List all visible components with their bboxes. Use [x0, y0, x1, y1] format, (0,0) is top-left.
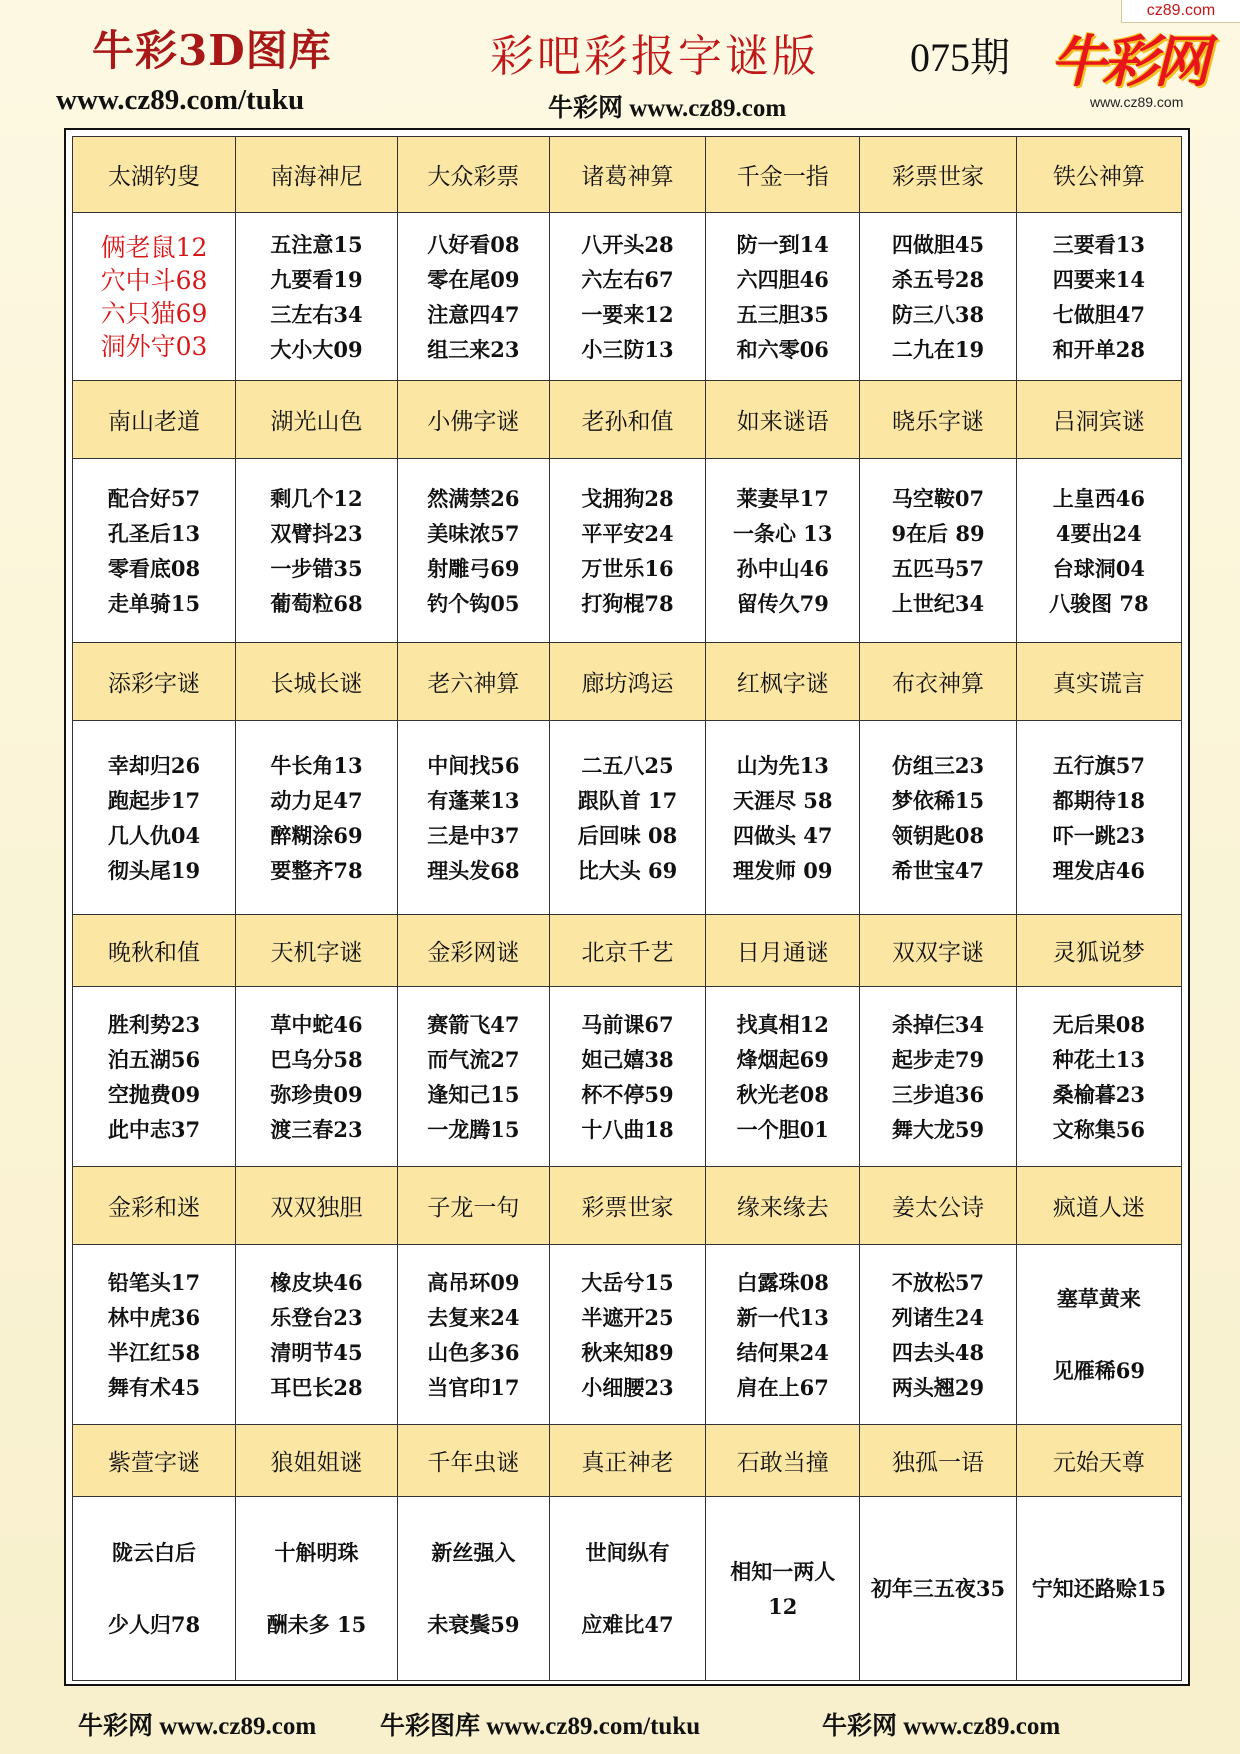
- puzzle-line: 耳巴长28: [270, 1374, 363, 1400]
- puzzle-cell: [1016, 1497, 1181, 1681]
- puzzle-line: 烽烟起69: [736, 1046, 829, 1072]
- column-header: 缘来缘去: [706, 1167, 860, 1245]
- puzzle-line: 防三八38: [891, 301, 985, 327]
- column-header: 长城长谜: [236, 643, 398, 721]
- puzzle-line: 平平安24: [581, 520, 674, 546]
- puzzle-line: 六四胆46: [736, 266, 829, 292]
- puzzle-cell: [1016, 721, 1181, 915]
- puzzle-line: 泊五湖56: [107, 1046, 201, 1072]
- puzzle-line: 胜利势23: [107, 1011, 201, 1037]
- puzzle-line: 洞外守03: [100, 331, 208, 361]
- puzzle-cell: [73, 459, 236, 643]
- puzzle-line: 理发师 09: [733, 857, 833, 883]
- puzzle-cell: [236, 721, 398, 915]
- puzzle-cell: [73, 721, 236, 915]
- puzzle-line: 应难比47: [581, 1611, 674, 1637]
- puzzle-line: 比大头 69: [577, 857, 678, 883]
- puzzle-line: 大岳兮15: [581, 1269, 674, 1295]
- puzzle-line: 上皇西46: [1052, 485, 1145, 511]
- content-row: [73, 459, 1182, 643]
- column-header: 子龙一句: [397, 1167, 549, 1245]
- puzzle-line: 橡皮块46: [270, 1269, 363, 1295]
- puzzle-line: 理头发68: [427, 857, 520, 883]
- header-row: [73, 915, 1182, 987]
- column-header: 千金一指: [706, 137, 860, 213]
- puzzle-line: 妲己嬉38: [581, 1046, 674, 1072]
- puzzle-line: 秋光老08: [736, 1081, 829, 1107]
- column-header: 晚秋和值: [73, 915, 236, 987]
- column-header: 大众彩票: [397, 137, 549, 213]
- puzzle-line: 五三胆35: [736, 301, 829, 327]
- column-header: 铁公神算: [1016, 137, 1181, 213]
- puzzle-line: 三要看13: [1052, 231, 1145, 257]
- brand-title: 牛彩3D图库: [92, 26, 332, 75]
- column-header: 北京千艺: [549, 915, 705, 987]
- puzzle-table: [72, 136, 1182, 1681]
- header-row: [73, 381, 1182, 459]
- puzzle-line: 世间纵有: [585, 1539, 670, 1565]
- content-row: [73, 987, 1182, 1167]
- puzzle-line: 一龙腾15: [427, 1116, 520, 1142]
- puzzle-line: 十斛明珠: [274, 1539, 359, 1565]
- puzzle-cell: [73, 1245, 236, 1425]
- puzzle-cell: [706, 721, 860, 915]
- puzzle-line: 钓个钩05: [427, 590, 520, 616]
- puzzle-line: 仿组三23: [891, 752, 985, 778]
- puzzle-cell: [860, 1245, 1016, 1425]
- puzzle-cell: [549, 721, 705, 915]
- puzzle-line: 山为先13: [736, 752, 829, 778]
- column-header: 红枫字谜: [706, 643, 860, 721]
- puzzle-cell: [549, 459, 705, 643]
- puzzle-line: 台球洞04: [1052, 555, 1145, 581]
- puzzle-line: 杀掉仨34: [891, 1011, 985, 1037]
- puzzle-line: 不放松57: [891, 1269, 985, 1295]
- column-header: 老六神算: [397, 643, 549, 721]
- puzzle-cell: [397, 213, 549, 381]
- column-header: 湖光山色: [236, 381, 398, 459]
- puzzle-line: 四要来14: [1052, 266, 1145, 292]
- puzzle-cell: [397, 987, 549, 1167]
- header-row: [73, 137, 1182, 213]
- puzzle-cell: [1016, 1245, 1181, 1425]
- puzzle-cell: [706, 1497, 860, 1681]
- puzzle-line: 配合好57: [107, 485, 201, 511]
- column-header: 南山老道: [73, 381, 236, 459]
- footer-link-right[interactable]: 牛彩网 www.cz89.com: [822, 1713, 1061, 1740]
- puzzle-line: 中间找56: [427, 752, 520, 778]
- puzzle-cell: [860, 459, 1016, 643]
- puzzle-line: 高吊环09: [427, 1269, 520, 1295]
- puzzle-line: 弥珍贵09: [270, 1081, 363, 1107]
- puzzle-line: 空抛费09: [107, 1081, 201, 1107]
- puzzle-cell: [236, 987, 398, 1167]
- puzzle-cell: [73, 987, 236, 1167]
- column-header: 狼姐姐谜: [236, 1425, 398, 1497]
- puzzle-cell: [397, 459, 549, 643]
- puzzle-line: 一个胆01: [736, 1116, 829, 1142]
- puzzle-cell: [860, 1497, 1016, 1681]
- puzzle-line: 后回味 08: [577, 822, 678, 848]
- column-header: 添彩字谜: [73, 643, 236, 721]
- puzzle-cell: [73, 213, 236, 381]
- puzzle-line: 12: [768, 1593, 798, 1619]
- puzzle-cell: [1016, 459, 1181, 643]
- column-header: 诸葛神算: [549, 137, 705, 213]
- puzzle-line: 渡三春23: [270, 1116, 363, 1142]
- column-header: 彩票世家: [549, 1167, 705, 1245]
- puzzle-cell: [397, 721, 549, 915]
- puzzle-line: 马空鞍07: [891, 485, 985, 511]
- puzzle-table-frame: [64, 128, 1190, 1686]
- puzzle-line: 吓一跳23: [1052, 822, 1145, 848]
- puzzle-line: 九要看19: [270, 266, 363, 292]
- puzzle-line: 彻头尾19: [107, 857, 201, 883]
- site-url[interactable]: 牛彩网 www.cz89.com: [548, 95, 787, 122]
- puzzle-cell: [860, 213, 1016, 381]
- column-header: 真实谎言: [1016, 643, 1181, 721]
- puzzle-line: 赛箭飞47: [427, 1011, 520, 1037]
- puzzle-line: 三是中37: [427, 822, 520, 848]
- puzzle-line: 零在尾09: [427, 266, 520, 292]
- puzzle-line: 两头翘29: [891, 1374, 985, 1400]
- puzzle-line: 三左右34: [270, 301, 363, 327]
- puzzle-line: 文称集56: [1052, 1116, 1145, 1142]
- column-header: 吕洞宾谜: [1016, 381, 1181, 459]
- puzzle-line: 酬未多 15: [266, 1611, 367, 1637]
- puzzle-line: 乐登台23: [270, 1304, 363, 1330]
- puzzle-line: 杀五号28: [891, 266, 985, 292]
- puzzle-line: 4要出24: [1055, 520, 1142, 546]
- puzzle-line: 都期待18: [1052, 787, 1145, 813]
- column-header: 布衣神算: [860, 643, 1016, 721]
- puzzle-line: 少人归78: [107, 1611, 201, 1637]
- puzzle-line: 牛长角13: [270, 752, 363, 778]
- puzzle-line: 戈拥狗28: [581, 485, 674, 511]
- content-row: [73, 213, 1182, 381]
- puzzle-line: 舞大龙59: [891, 1116, 985, 1142]
- puzzle-line: 和开单28: [1052, 336, 1145, 362]
- column-header: 晓乐字谜: [860, 381, 1016, 459]
- puzzle-line: 塞草黄来: [1056, 1285, 1141, 1311]
- footer-link-center[interactable]: 牛彩图库 www.cz89.com/tuku: [380, 1713, 701, 1740]
- puzzle-line: 此中志37: [107, 1116, 201, 1142]
- puzzle-line: 半江红58: [107, 1339, 201, 1365]
- puzzle-line: 注意四47: [427, 301, 520, 327]
- column-header: 疯道人迷: [1016, 1167, 1181, 1245]
- puzzle-cell: [706, 987, 860, 1167]
- puzzle-line: 五行旗57: [1052, 752, 1145, 778]
- puzzle-line: 当官印17: [427, 1374, 520, 1400]
- puzzle-cell: [860, 987, 1016, 1167]
- puzzle-line: 五注意15: [270, 231, 363, 257]
- puzzle-line: 四去头48: [891, 1339, 985, 1365]
- column-header: 小佛字谜: [397, 381, 549, 459]
- puzzle-line: 而气流27: [427, 1046, 520, 1072]
- puzzle-cell: [860, 721, 1016, 915]
- puzzle-line: 大小大09: [270, 336, 363, 362]
- puzzle-line: 动力足47: [270, 787, 363, 813]
- puzzle-line: 射雕弓69: [427, 555, 520, 581]
- header-row: [73, 1425, 1182, 1497]
- corner-url-text: cz89.com: [1146, 2, 1216, 19]
- puzzle-line: 清明节45: [270, 1339, 363, 1365]
- issue-number: 075期: [910, 35, 1010, 80]
- footer: [0, 1706, 1240, 1746]
- puzzle-line: 幸却归26: [107, 752, 201, 778]
- puzzle-line: 组三来23: [427, 336, 520, 362]
- puzzle-line: 新一代13: [736, 1304, 829, 1330]
- puzzle-line: 四做头 47: [733, 822, 833, 848]
- puzzle-line: 然满禁26: [427, 485, 520, 511]
- puzzle-line: 要整齐78: [270, 857, 363, 883]
- column-header: 廊坊鸿运: [549, 643, 705, 721]
- logo-text: 牛彩网: [1050, 30, 1206, 95]
- puzzle-line: 马前课67: [581, 1011, 674, 1037]
- column-header: 彩票世家: [860, 137, 1016, 213]
- puzzle-line: 林中虎36: [107, 1304, 201, 1330]
- column-header: 金彩网谜: [397, 915, 549, 987]
- puzzle-line: 陇云白后: [112, 1539, 196, 1565]
- puzzle-line: 9在后 89: [891, 520, 985, 546]
- column-header: 南海神尼: [236, 137, 398, 213]
- puzzle-line: 舞有术45: [107, 1374, 201, 1400]
- column-header: 天机字谜: [236, 915, 398, 987]
- puzzle-line: 三步追36: [891, 1081, 985, 1107]
- site-logo[interactable]: [1050, 14, 1208, 114]
- column-header: 双双独胆: [236, 1167, 398, 1245]
- puzzle-line: 八开头28: [581, 231, 674, 257]
- puzzle-line: 莱妻早17: [736, 485, 829, 511]
- puzzle-line: 领钥匙08: [891, 822, 985, 848]
- puzzle-line: 未衰鬓59: [427, 1611, 520, 1637]
- puzzle-cell: [1016, 987, 1181, 1167]
- puzzle-line: 剩几个12: [270, 485, 363, 511]
- puzzle-line: 七做胆47: [1052, 301, 1145, 327]
- column-header: 老孙和值: [549, 381, 705, 459]
- puzzle-line: 打狗棍78: [581, 590, 674, 616]
- puzzle-line: 相知一两人: [730, 1558, 836, 1584]
- puzzle-cell: [706, 1245, 860, 1425]
- puzzle-cell: [549, 1245, 705, 1425]
- puzzle-line: 十八曲18: [581, 1116, 674, 1142]
- puzzle-line: 醉糊涂69: [270, 822, 363, 848]
- puzzle-line: 一步错35: [270, 555, 363, 581]
- puzzle-line: 见雁稀69: [1052, 1357, 1145, 1383]
- column-header: 灵狐说梦: [1016, 915, 1181, 987]
- puzzle-line: 种花土13: [1052, 1046, 1145, 1072]
- puzzle-line: 万世乐16: [581, 555, 674, 581]
- puzzle-line: 五匹马57: [891, 555, 985, 581]
- puzzle-line: 梦依稀15: [891, 787, 985, 813]
- puzzle-line: 结何果24: [736, 1339, 829, 1365]
- puzzle-line: 逢知己15: [427, 1081, 520, 1107]
- brand-url[interactable]: www.cz89.com/tuku: [56, 84, 305, 116]
- puzzle-line: 新丝强入: [431, 1539, 516, 1565]
- puzzle-line: 小细腰23: [581, 1374, 674, 1400]
- column-header: 独孤一语: [860, 1425, 1016, 1497]
- column-header: 元始天尊: [1016, 1425, 1181, 1497]
- puzzle-line: 走单骑15: [107, 590, 201, 616]
- puzzle-line: 无后果08: [1052, 1011, 1145, 1037]
- puzzle-line: 起步走79: [891, 1046, 985, 1072]
- puzzle-line: 美味浓57: [427, 520, 520, 546]
- puzzle-line: 零看底08: [107, 555, 201, 581]
- puzzle-line: 天涯尽 58: [733, 787, 833, 813]
- puzzle-line: 列诸生24: [891, 1304, 985, 1330]
- puzzle-cell: [236, 1245, 398, 1425]
- puzzle-line: 双臂抖23: [270, 520, 363, 546]
- puzzle-line: 孙中山46: [736, 555, 829, 581]
- puzzle-line: 六只猫69: [100, 298, 208, 328]
- column-header: 真正神老: [549, 1425, 705, 1497]
- content-row: [73, 1497, 1182, 1681]
- puzzle-line: 有蓬莱13: [427, 787, 520, 813]
- puzzle-line: 巴乌分58: [270, 1046, 363, 1072]
- header-row: [73, 1167, 1182, 1245]
- puzzle-line: 孔圣后13: [107, 520, 201, 546]
- puzzle-line: 希世宝47: [891, 857, 985, 883]
- puzzle-line: 几人仇04: [107, 822, 201, 848]
- puzzle-cell: [73, 1497, 236, 1681]
- column-header: 石敢当撞: [706, 1425, 860, 1497]
- puzzle-line: 秋来知89: [581, 1339, 674, 1365]
- column-header: 太湖钓叟: [73, 137, 236, 213]
- puzzle-line: 穴中斗68: [100, 265, 208, 295]
- puzzle-cell: [236, 213, 398, 381]
- header-row: [73, 643, 1182, 721]
- column-header: 紫萱字谜: [73, 1425, 236, 1497]
- column-header: 金彩和迷: [73, 1167, 236, 1245]
- puzzle-line: 杯不停59: [581, 1081, 674, 1107]
- puzzle-line: 去复来24: [427, 1304, 520, 1330]
- puzzle-line: 留传久79: [736, 590, 829, 616]
- puzzle-line: 桑榆暮23: [1052, 1081, 1145, 1107]
- puzzle-cell: [1016, 213, 1181, 381]
- content-row: [73, 721, 1182, 915]
- puzzle-line: 跑起步17: [107, 787, 201, 813]
- puzzle-cell: [549, 1497, 705, 1681]
- puzzle-line: 铅笔头17: [107, 1269, 201, 1295]
- puzzle-cell: [236, 459, 398, 643]
- puzzle-cell: [397, 1245, 549, 1425]
- puzzle-line: 一条心 13: [733, 520, 833, 546]
- puzzle-line: 小三防13: [581, 336, 674, 362]
- puzzle-line: 草中蛇46: [270, 1011, 363, 1037]
- puzzle-line: 半遮开25: [581, 1304, 674, 1330]
- footer-link-left[interactable]: 牛彩网 www.cz89.com: [78, 1713, 317, 1740]
- puzzle-line: 白露珠08: [736, 1269, 829, 1295]
- column-header: 千年虫谜: [397, 1425, 549, 1497]
- logo-url: www.cz89.com: [1090, 94, 1184, 110]
- puzzle-line: 八骏图 78: [1049, 590, 1149, 616]
- puzzle-cell: [397, 1497, 549, 1681]
- puzzle-line: 找真相12: [736, 1011, 829, 1037]
- puzzle-line: 葡萄粒68: [270, 590, 363, 616]
- puzzle-cell: [706, 213, 860, 381]
- puzzle-line: 山色多36: [427, 1339, 520, 1365]
- column-header: 日月通谜: [706, 915, 860, 987]
- puzzle-line: 二五八25: [581, 752, 674, 778]
- column-header: 如来谜语: [706, 381, 860, 459]
- puzzle-line: 四做胆45: [891, 231, 985, 257]
- puzzle-line: 上世纪34: [891, 590, 985, 616]
- column-header: 姜太公诗: [860, 1167, 1016, 1245]
- puzzle-cell: [549, 213, 705, 381]
- puzzle-line: 防一到14: [736, 231, 829, 257]
- puzzle-line: 跟队首 17: [577, 787, 678, 813]
- content-row: [73, 1245, 1182, 1425]
- puzzle-line: 初年三五夜35: [870, 1576, 1006, 1601]
- puzzle-line: 二九在19: [891, 336, 985, 362]
- puzzle-line: 宁知还路赊15: [1031, 1576, 1166, 1601]
- puzzle-cell: [549, 987, 705, 1167]
- puzzle-line: 俩老鼠12: [100, 232, 208, 262]
- puzzle-cell: [236, 1497, 398, 1681]
- puzzle-cell: [706, 459, 860, 643]
- page-title: 彩吧彩报字谜版: [490, 31, 819, 82]
- puzzle-line: 一要来12: [581, 301, 674, 327]
- puzzle-line: 理发店46: [1052, 857, 1145, 883]
- column-header: 双双字谜: [860, 915, 1016, 987]
- puzzle-line: 和六零06: [736, 336, 829, 362]
- puzzle-line: 肩在上67: [736, 1374, 829, 1400]
- puzzle-line: 六左右67: [581, 266, 674, 292]
- puzzle-line: 八好看08: [427, 231, 520, 257]
